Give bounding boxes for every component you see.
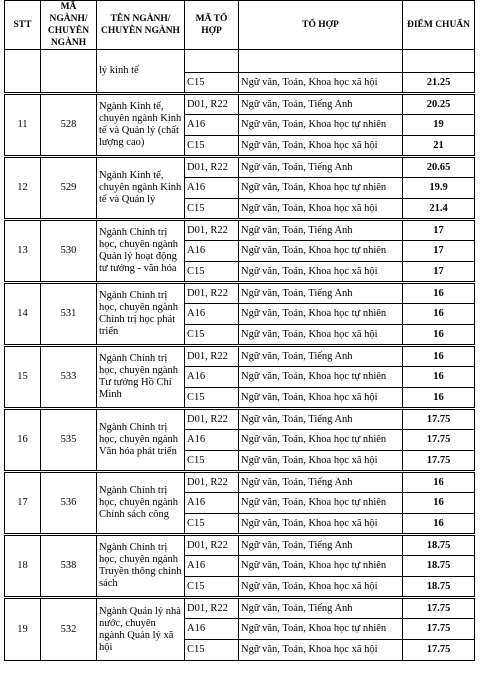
cutoff-score-cell: 17.75 — [403, 619, 475, 640]
combo-code-cell: A16 — [185, 178, 239, 199]
header-ma-to-hop: MÃ TỔ HỢP — [185, 1, 239, 50]
carryover-name-cell — [97, 50, 185, 94]
cutoff-score-cell: 16 — [403, 493, 475, 514]
major-name-cell: Ngành Chính trị học, chuyên ngành Chính trị học phát triển — [97, 283, 185, 346]
combo-code-cell: A16 — [185, 115, 239, 136]
combo-subjects-cell: Ngữ văn, Toán, Khoa học xã hội — [239, 577, 403, 598]
combo-code-cell: A16 — [185, 241, 239, 262]
stt-cell: 11 — [5, 94, 41, 157]
table-row — [5, 94, 475, 115]
combo-code-cell: C15 — [185, 640, 239, 661]
cutoff-score-cell: 17.75 — [403, 409, 475, 430]
stt-cell: 16 — [5, 409, 41, 472]
combo-subjects-cell: Ngữ văn, Toán, Khoa học xã hội — [239, 451, 403, 472]
major-name-cell: Ngành Quản lý nhà nước, chuyên ngành Quản lý xã hội — [97, 598, 185, 661]
table-row — [5, 535, 475, 556]
combo-code-cell: A16 — [185, 493, 239, 514]
blank-combo-cell — [239, 50, 403, 73]
combo-subjects-cell: Ngữ văn, Toán, Khoa học tự nhiên — [239, 430, 403, 451]
table-row — [5, 346, 475, 367]
combo-subjects-cell: Ngữ văn, Toán, Khoa học xã hội — [239, 325, 403, 346]
combo-subjects-cell: Ngữ văn, Toán, Khoa học tự nhiên — [239, 493, 403, 514]
combo-subjects-cell: Ngữ văn, Toán, Khoa học xã hội — [239, 199, 403, 220]
combo-code-cell: C15 — [185, 451, 239, 472]
combo-code-cell: A16 — [185, 367, 239, 388]
stt-cell: 12 — [5, 157, 41, 220]
blank-stt-cell — [5, 50, 41, 94]
combo-code-cell: D01, R22 — [185, 409, 239, 430]
combo-subjects-cell: Ngữ văn, Toán, Tiếng Anh — [239, 157, 403, 178]
cutoff-score-cell: 19.9 — [403, 178, 475, 199]
cutoff-score-cell: 17.75 — [403, 451, 475, 472]
admission-scores-table — [4, 0, 475, 661]
combo-subjects-cell: Ngữ văn, Toán, Khoa học tự nhiên — [239, 241, 403, 262]
carryover-code: C15 — [185, 73, 239, 94]
blank-score-cell — [403, 50, 475, 73]
cutoff-score-cell: 19 — [403, 115, 475, 136]
combo-subjects-cell: Ngữ văn, Toán, Khoa học tự nhiên — [239, 556, 403, 577]
combo-code-cell: D01, R22 — [185, 94, 239, 115]
major-code-cell: 532 — [41, 598, 97, 661]
table-row — [5, 598, 475, 619]
major-name-cell: Ngành Kinh tế, chuyên ngành Kinh tế và Quản lý — [97, 157, 185, 220]
cutoff-score-cell: 21 — [403, 136, 475, 157]
combo-subjects-cell: Ngữ văn, Toán, Khoa học tự nhiên — [239, 178, 403, 199]
table-row — [5, 157, 475, 178]
cutoff-score-cell: 16 — [403, 304, 475, 325]
cutoff-score-cell: 16 — [403, 325, 475, 346]
cutoff-score-cell: 20.25 — [403, 94, 475, 115]
combo-code-cell: C15 — [185, 388, 239, 409]
combo-subjects-cell: Ngữ văn, Toán, Khoa học tự nhiên — [239, 115, 403, 136]
cutoff-score-cell: 16 — [403, 514, 475, 535]
combo-subjects-cell: Ngữ văn, Toán, Tiếng Anh — [239, 535, 403, 556]
cutoff-score-cell: 20.65 — [403, 157, 475, 178]
combo-subjects-cell: Ngữ văn, Toán, Tiếng Anh — [239, 283, 403, 304]
header-diem-chuan: ĐIỂM CHUẨN — [403, 1, 475, 50]
combo-code-cell: C15 — [185, 136, 239, 157]
combo-subjects-cell: Ngữ văn, Toán, Khoa học xã hội — [239, 514, 403, 535]
header-to-hop: TỔ HỢP — [239, 1, 403, 50]
table-row-blank — [5, 50, 475, 73]
combo-subjects-cell: Ngữ văn, Toán, Khoa học tự nhiên — [239, 304, 403, 325]
cutoff-score-cell: 16 — [403, 472, 475, 493]
major-name-cell: Ngành Chính trị học, chuyên ngành Tư tưởng Hồ Chí Minh — [97, 346, 185, 409]
combo-subjects-cell: Ngữ văn, Toán, Khoa học xã hội — [239, 388, 403, 409]
major-name-cell: Ngành Chính trị học, chuyên ngành Quản lý hoạt động tư tưởng - văn hóa — [97, 220, 185, 283]
combo-subjects-cell: Ngữ văn, Toán, Tiếng Anh — [239, 346, 403, 367]
major-name-cell: Ngành Chính trị học, chuyên ngành Truyền thông chính sách — [97, 535, 185, 598]
combo-code-cell: C15 — [185, 577, 239, 598]
combo-code-cell: C15 — [185, 514, 239, 535]
combo-subjects-cell: Ngữ văn, Toán, Khoa học xã hội — [239, 136, 403, 157]
combo-subjects-cell: Ngữ văn, Toán, Tiếng Anh — [239, 220, 403, 241]
major-name-cell: Ngành Kinh tế, chuyên ngành Kinh tế và Quản lý (chất lượng cao) — [97, 94, 185, 157]
major-code-cell: 531 — [41, 283, 97, 346]
combo-code-cell: A16 — [185, 304, 239, 325]
cutoff-score-cell: 18.75 — [403, 577, 475, 598]
major-code-cell: 538 — [41, 535, 97, 598]
combo-code-cell: A16 — [185, 430, 239, 451]
major-code-cell: 530 — [41, 220, 97, 283]
table-row — [5, 220, 475, 241]
stt-cell: 15 — [5, 346, 41, 409]
combo-code-cell: D01, R22 — [185, 346, 239, 367]
combo-subjects-cell: Ngữ văn, Toán, Khoa học tự nhiên — [239, 619, 403, 640]
carryover-name: lý kinh tế — [99, 65, 139, 76]
combo-subjects-cell: Ngữ văn, Toán, Khoa học xã hội — [239, 262, 403, 283]
cutoff-score-cell: 17.75 — [403, 640, 475, 661]
major-code-cell: 529 — [41, 157, 97, 220]
combo-code-cell: D01, R22 — [185, 472, 239, 493]
cutoff-score-cell: 16 — [403, 367, 475, 388]
cutoff-score-cell: 16 — [403, 388, 475, 409]
stt-cell: 14 — [5, 283, 41, 346]
major-code-cell: 528 — [41, 94, 97, 157]
cutoff-score-cell: 17.75 — [403, 430, 475, 451]
combo-code-cell: C15 — [185, 199, 239, 220]
carryover-score: 21.25 — [403, 73, 475, 94]
table-row — [5, 472, 475, 493]
stt-cell: 19 — [5, 598, 41, 661]
stt-cell: 18 — [5, 535, 41, 598]
combo-code-cell: D01, R22 — [185, 598, 239, 619]
major-code-cell: 535 — [41, 409, 97, 472]
combo-code-cell: A16 — [185, 556, 239, 577]
header-row — [5, 1, 475, 50]
combo-code-cell: D01, R22 — [185, 157, 239, 178]
cutoff-score-cell: 17 — [403, 220, 475, 241]
combo-code-cell: D01, R22 — [185, 220, 239, 241]
combo-code-cell: C15 — [185, 262, 239, 283]
table-row — [5, 283, 475, 304]
major-code-cell: 536 — [41, 472, 97, 535]
cutoff-score-cell: 17 — [403, 241, 475, 262]
cutoff-score-cell: 18.75 — [403, 535, 475, 556]
cutoff-score-cell: 17.75 — [403, 598, 475, 619]
blank-code-cell — [185, 50, 239, 73]
combo-code-cell: C15 — [185, 325, 239, 346]
stt-cell: 13 — [5, 220, 41, 283]
cutoff-score-cell: 17 — [403, 262, 475, 283]
combo-code-cell: D01, R22 — [185, 535, 239, 556]
cutoff-score-cell: 21.4 — [403, 199, 475, 220]
combo-subjects-cell: Ngữ văn, Toán, Tiếng Anh — [239, 598, 403, 619]
blank-ma-cell — [41, 50, 97, 94]
combo-subjects-cell: Ngữ văn, Toán, Tiếng Anh — [239, 472, 403, 493]
combo-subjects-cell: Ngữ văn, Toán, Khoa học tự nhiên — [239, 367, 403, 388]
cutoff-score-cell: 16 — [403, 346, 475, 367]
combo-code-cell: A16 — [185, 619, 239, 640]
cutoff-score-cell: 16 — [403, 283, 475, 304]
combo-subjects-cell: Ngữ văn, Toán, Khoa học xã hội — [239, 640, 403, 661]
table-row — [5, 409, 475, 430]
major-name-cell: Ngành Chính trị học, chuyên ngành Văn hóa phát triển — [97, 409, 185, 472]
major-name-cell: Ngành Chính trị học, chuyên ngành Chính sách công — [97, 472, 185, 535]
header-stt: STT — [5, 1, 41, 50]
combo-subjects-cell: Ngữ văn, Toán, Tiếng Anh — [239, 409, 403, 430]
table-body — [5, 50, 475, 661]
stt-cell: 17 — [5, 472, 41, 535]
carryover-combo: Ngữ văn, Toán, Khoa học xã hội — [239, 73, 403, 94]
header-ma-nganh: MÃ NGÀNH/ CHUYÊN NGÀNH — [41, 1, 97, 50]
cutoff-score-cell: 18.75 — [403, 556, 475, 577]
combo-code-cell: D01, R22 — [185, 283, 239, 304]
combo-subjects-cell: Ngữ văn, Toán, Tiếng Anh — [239, 94, 403, 115]
major-code-cell: 533 — [41, 346, 97, 409]
header-ten-nganh: TÊN NGÀNH/ CHUYÊN NGÀNH — [97, 1, 185, 50]
